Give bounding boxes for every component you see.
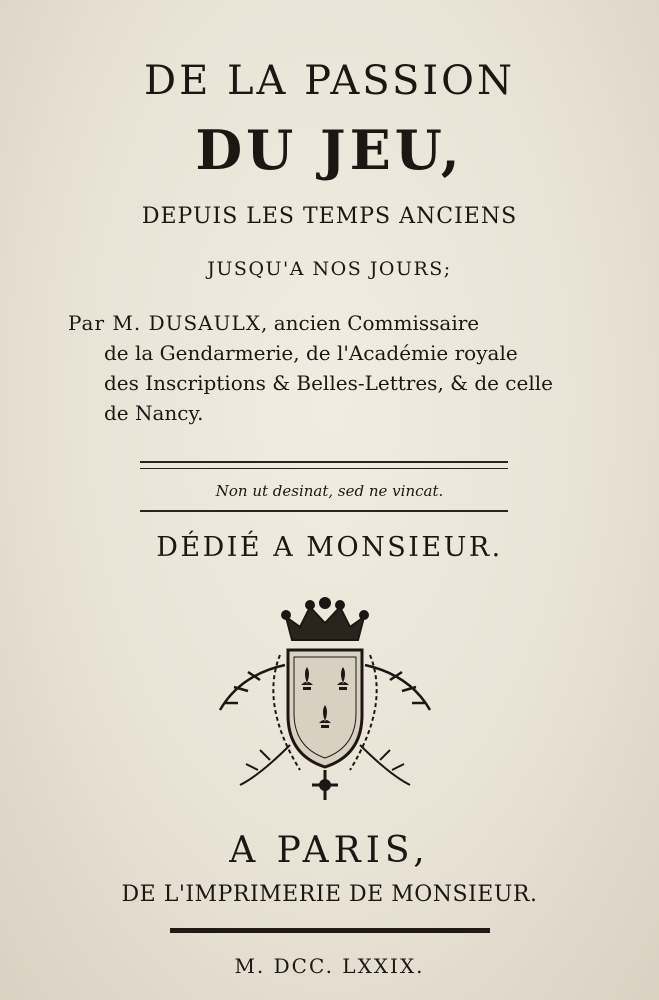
author-line-3: des Inscriptions & Belles-Lettres, & de celle [104, 371, 553, 395]
author-line-1 [68, 308, 588, 338]
motto-rule [140, 510, 508, 512]
author-line-2: de la Gendarmerie, de l'Académie royale [104, 341, 518, 365]
imprint-city: A PARIS, [229, 830, 430, 871]
author-block [68, 308, 588, 428]
author-line-1-rest: , ancien Commissaire [261, 311, 480, 335]
motto: Non ut desinat, sed ne vincat. [215, 482, 444, 500]
dedication: DÉDIÉ A MONSIEUR. [156, 532, 503, 563]
subtitle-line-1: DEPUIS LES TEMPS ANCIENS [141, 204, 518, 229]
top-rule [140, 461, 508, 469]
title-line-2: DU JEU, [195, 118, 464, 182]
imprint-printer: DE L'IMPRIMERIE DE MONSIEUR. [121, 882, 538, 907]
title-line-1: DE LA PASSION [144, 58, 515, 104]
author-line-4: de Nancy. [104, 401, 204, 425]
subtitle-line-2: JUSQU'A NOS JOURS; [207, 258, 452, 280]
imprint-year: M. DCC. LXXIX. [234, 954, 425, 978]
royal-coat-of-arms-icon [200, 595, 450, 815]
imprint-rule [170, 928, 490, 933]
author-name: Par M. DUSAULX [68, 311, 262, 335]
